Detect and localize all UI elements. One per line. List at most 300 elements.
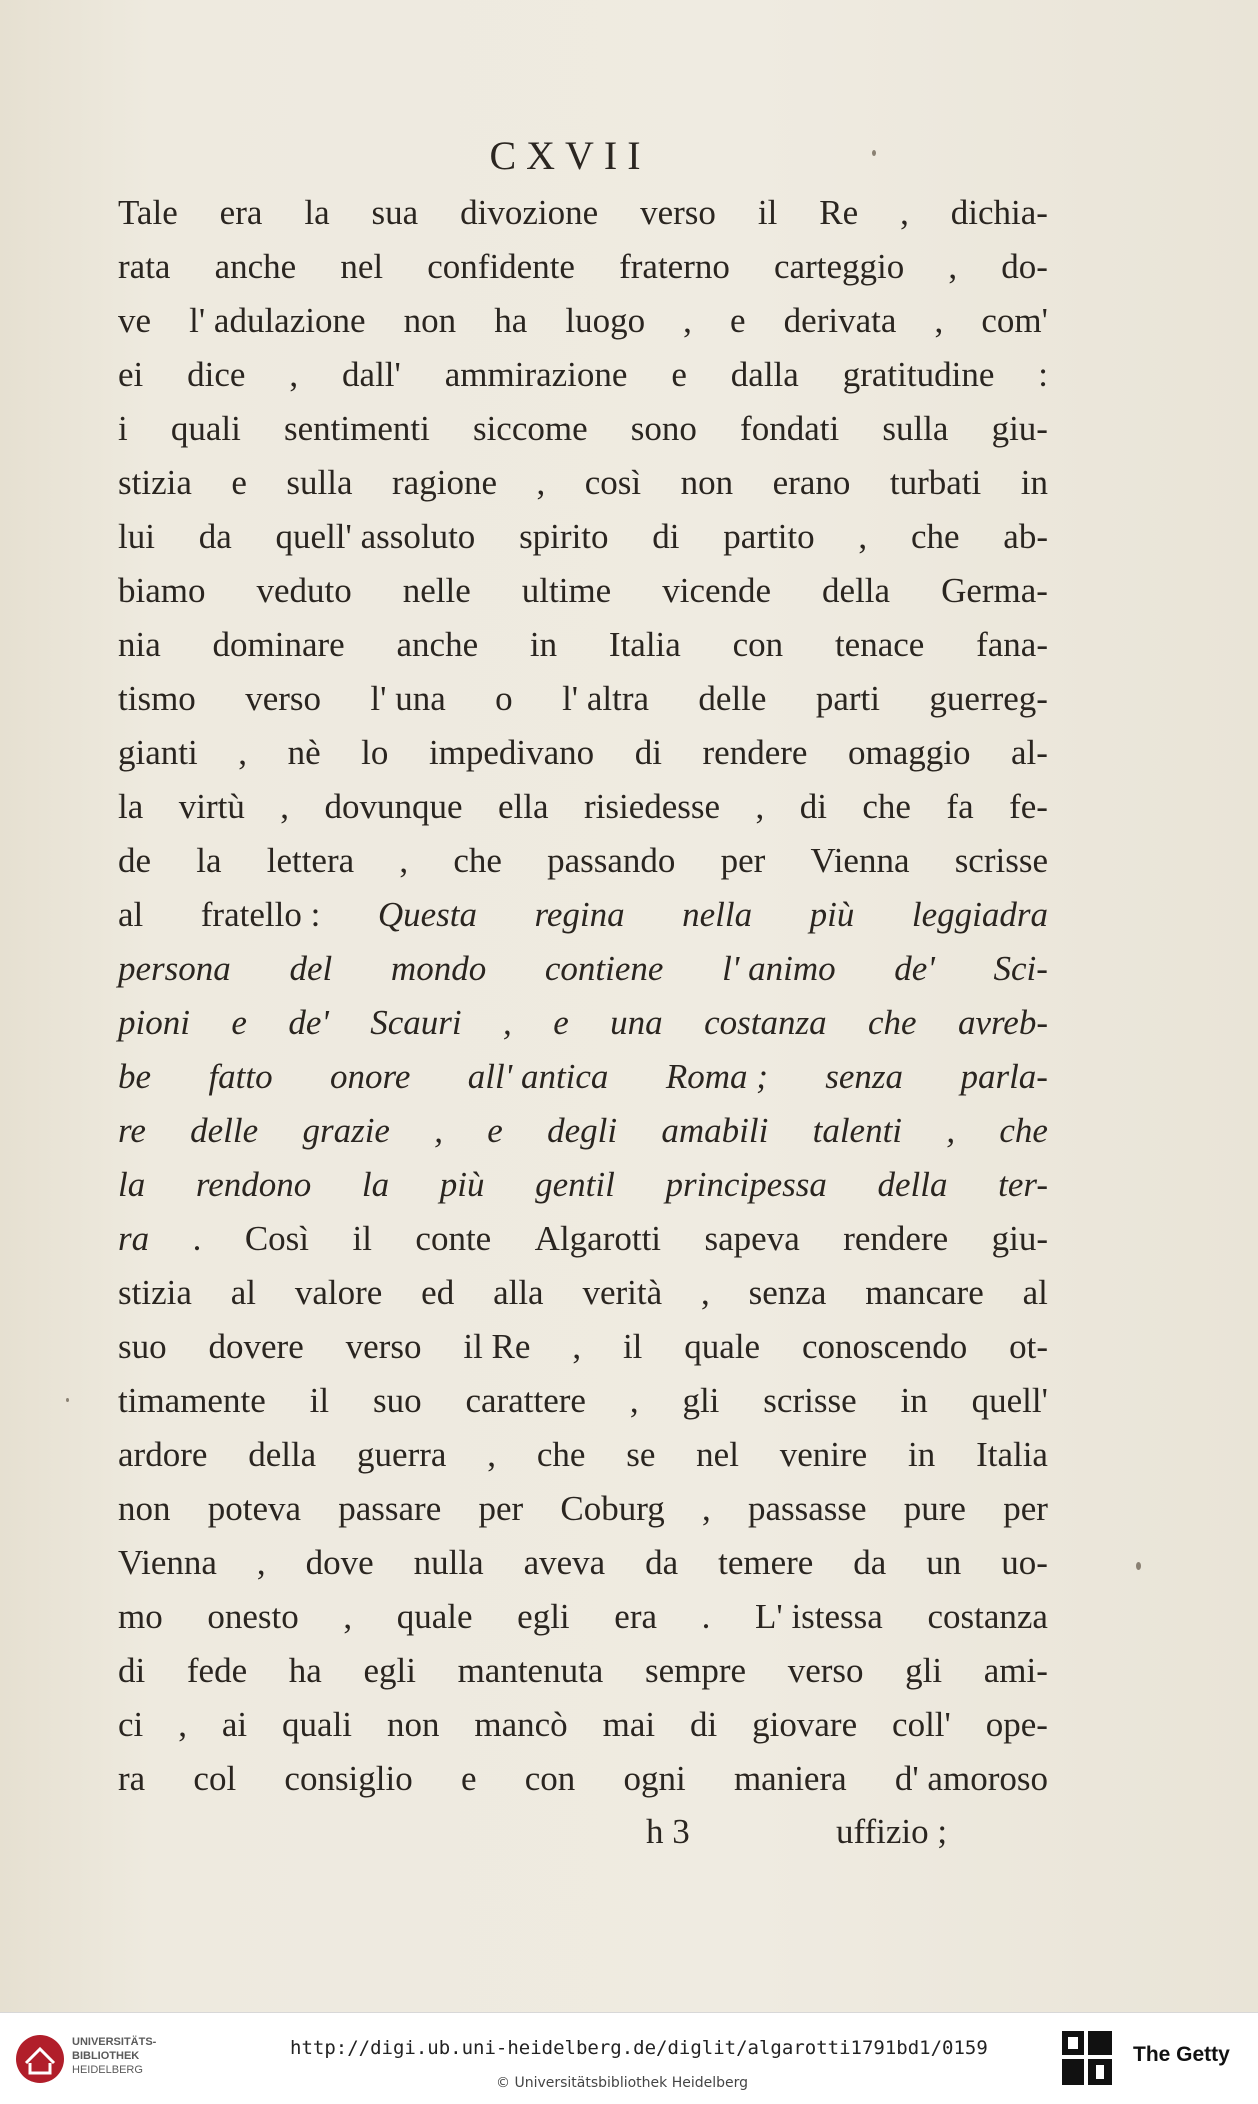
word: di [799, 787, 827, 826]
getty-partner-name: The Getty [1133, 2043, 1230, 2066]
word: d' amoroso [894, 1759, 1048, 1798]
word: be [118, 1057, 152, 1096]
word: Vienna [118, 1543, 217, 1582]
word: stizia [118, 463, 192, 502]
permalink-url[interactable]: http://digi.ub.uni-heidelberg.de/diglit/algarotti1791bd1/0159 [290, 2037, 988, 2059]
word: ammirazione [444, 355, 628, 394]
word: ra [118, 1219, 150, 1258]
word: nella [682, 895, 753, 934]
text-line [118, 888, 1048, 942]
word: Scauri [370, 1003, 462, 1042]
word: biamo [118, 571, 206, 610]
word: il [352, 1219, 372, 1258]
word: Questa [377, 895, 477, 934]
word: do- [1001, 247, 1048, 286]
word: partito [723, 517, 815, 556]
word: alla [493, 1273, 544, 1312]
word: non [680, 463, 734, 502]
text-line [118, 618, 1048, 672]
word: avreb- [957, 1003, 1048, 1042]
word: . [701, 1597, 711, 1636]
word: dice [187, 355, 246, 394]
word: spirito [519, 517, 609, 556]
word: , [948, 247, 958, 286]
word: , [946, 1111, 956, 1150]
paper-speck [872, 150, 876, 156]
word: gentil [535, 1165, 615, 1204]
word: mondo [390, 949, 487, 988]
word: e [231, 1003, 247, 1042]
word: conoscendo [801, 1327, 968, 1366]
word: sentimenti [284, 409, 430, 448]
word: ope- [985, 1705, 1048, 1744]
word: impedivano [428, 733, 595, 772]
word: non [403, 301, 457, 340]
catchword: uffizio ; [836, 1812, 948, 1851]
word: fa [946, 787, 974, 826]
word: tismo [118, 679, 196, 718]
word: ha [494, 301, 528, 340]
paper-speck [1136, 1562, 1141, 1570]
word: fede [186, 1651, 248, 1690]
word: erano [772, 463, 851, 502]
getty-logo-icon [1060, 2029, 1114, 2087]
word: regina [534, 895, 625, 934]
word: , [683, 301, 692, 340]
word: ra [118, 1759, 146, 1798]
word: rendere [702, 733, 808, 772]
word: senza [748, 1273, 827, 1312]
text-line [118, 510, 1048, 564]
word: al [118, 895, 144, 934]
word: parti [815, 679, 880, 718]
word: sulla [286, 463, 353, 502]
word: la [361, 1165, 390, 1204]
word: fe- [1009, 787, 1048, 826]
word: Italia [976, 1435, 1048, 1474]
text-line [118, 942, 1048, 996]
text-line [118, 402, 1048, 456]
text-line [118, 1320, 1048, 1374]
word: verso [245, 679, 322, 718]
word: che [536, 1435, 586, 1474]
text-line [118, 348, 1048, 402]
word: passando [547, 841, 676, 880]
text-line [118, 240, 1048, 294]
word: non [386, 1705, 440, 1744]
word: omaggio [847, 733, 971, 772]
viewer-footer [0, 2012, 1258, 2104]
word: senza [825, 1057, 904, 1096]
word: da [853, 1543, 887, 1582]
word: nel [696, 1435, 739, 1474]
text-line [118, 186, 1048, 240]
word: lui [118, 517, 155, 556]
text-line [118, 1536, 1048, 1590]
text-line [118, 456, 1048, 510]
word: lettera [266, 841, 355, 880]
word: se [626, 1435, 656, 1474]
word: risiedesse [583, 787, 721, 826]
word: della [822, 571, 891, 610]
word: divozione [460, 193, 599, 232]
word: , [280, 787, 290, 826]
word: fraterno [619, 247, 730, 286]
word: non [118, 1489, 171, 1528]
word: parla- [960, 1057, 1048, 1096]
word: suo [372, 1381, 422, 1420]
word: era [614, 1597, 658, 1636]
word: quell' [971, 1381, 1048, 1420]
word: uo- [1001, 1543, 1048, 1582]
word: anche [396, 625, 479, 664]
word: ella [497, 787, 549, 826]
word: la [118, 787, 144, 826]
word: con [524, 1759, 576, 1798]
word: il [757, 193, 778, 232]
word: Roma ; [665, 1057, 768, 1096]
word: delle [698, 679, 767, 718]
word: carteggio [774, 247, 905, 286]
word: quali [282, 1705, 353, 1744]
word: ha [288, 1651, 322, 1690]
word: aveva [523, 1543, 606, 1582]
word: e [730, 301, 746, 340]
word: lo [361, 733, 389, 772]
university-library-logo-icon [14, 2033, 66, 2085]
word: principessa [665, 1165, 827, 1204]
word: , [238, 733, 248, 772]
word: consiglio [284, 1759, 413, 1798]
word: , [487, 1435, 496, 1474]
word: suo [118, 1327, 167, 1366]
word: Così [244, 1219, 310, 1258]
word: fondati [740, 409, 840, 448]
text-line [118, 726, 1048, 780]
word: , [572, 1327, 582, 1366]
word: , [178, 1705, 187, 1744]
word: degli [547, 1111, 618, 1150]
word: la [196, 841, 222, 880]
word: della [877, 1165, 948, 1204]
word: costanza [704, 1003, 827, 1042]
word: , [629, 1381, 639, 1420]
word: sono [630, 409, 697, 448]
word: e [487, 1111, 503, 1150]
word: dalla [730, 355, 799, 394]
word: ami- [983, 1651, 1048, 1690]
text-line [118, 564, 1048, 618]
paper-speck [66, 1398, 69, 1402]
word: l' animo [722, 949, 836, 988]
word: ot- [1009, 1327, 1048, 1366]
word: della [248, 1435, 317, 1474]
word: giovare [752, 1705, 858, 1744]
word: derivata [783, 301, 897, 340]
word: quale [684, 1327, 761, 1366]
text-line [118, 1590, 1048, 1644]
word: l' una [370, 679, 446, 718]
word: giu- [991, 1219, 1048, 1258]
word: , [858, 517, 868, 556]
word: che [910, 517, 960, 556]
word: siccome [472, 409, 588, 448]
word: e [671, 355, 687, 394]
word: quale [396, 1597, 473, 1636]
word: fana- [976, 625, 1048, 664]
text-line [118, 1212, 1048, 1266]
word: verità [582, 1273, 663, 1312]
word: verso [345, 1327, 422, 1366]
word: talenti [812, 1111, 903, 1150]
word: l' altra [562, 679, 650, 718]
word: quali [170, 409, 241, 448]
word: di [690, 1705, 718, 1744]
word: che [453, 841, 502, 880]
word: turbati [889, 463, 982, 502]
text-line [118, 1698, 1048, 1752]
word: e [460, 1759, 477, 1798]
text-line [118, 672, 1048, 726]
word: com' [981, 301, 1048, 340]
word: , [434, 1111, 443, 1150]
word: : [1038, 355, 1048, 394]
university-library-name: UNIVERSITÄTS- BIBLIOTHEK HEIDELBERG [72, 2036, 157, 2076]
page-footer-line [118, 1805, 1048, 1859]
text-line [118, 1428, 1048, 1482]
word: sua [371, 193, 419, 232]
word: per [478, 1489, 524, 1528]
word: passasse [747, 1489, 867, 1528]
word: ardore [118, 1435, 208, 1474]
word: al [230, 1273, 256, 1312]
word: , [701, 1489, 711, 1528]
word: verso [787, 1651, 864, 1690]
word: dove [305, 1543, 374, 1582]
word: de [118, 841, 152, 880]
word: col [193, 1759, 237, 1798]
word: ab- [1003, 517, 1048, 556]
word: nè [287, 733, 321, 772]
word: virtù [178, 787, 245, 826]
word: un [926, 1543, 962, 1582]
word: , [900, 193, 909, 232]
word: veduto [256, 571, 352, 610]
word: fratello : [200, 895, 321, 934]
word: Sci- [993, 949, 1048, 988]
word: coll' [892, 1705, 951, 1744]
word: i [118, 409, 128, 448]
word: contiene [544, 949, 664, 988]
word: mancare [865, 1273, 984, 1312]
word: così [584, 463, 642, 502]
word: che [867, 1003, 917, 1042]
text-line [118, 1374, 1048, 1428]
word: pure [903, 1489, 966, 1528]
word: scrisse [954, 841, 1048, 880]
word: verso [640, 193, 716, 232]
word: , [934, 301, 944, 340]
word: Re [819, 193, 859, 232]
word: ci [118, 1705, 144, 1744]
page-number-heading: CXVII [489, 133, 651, 178]
word: delle [190, 1111, 259, 1150]
word: pioni [118, 1003, 190, 1042]
word: in [900, 1381, 928, 1420]
word: ragione [392, 463, 497, 502]
word: giu- [991, 409, 1048, 448]
word: la [118, 1165, 146, 1204]
word: di [118, 1651, 146, 1690]
word: Vienna [810, 841, 910, 880]
word: che [862, 787, 911, 826]
word: passare [338, 1489, 442, 1528]
word: e [553, 1003, 569, 1042]
word: Coburg [560, 1489, 665, 1528]
word: onesto [207, 1597, 299, 1636]
word: leggiadra [911, 895, 1048, 934]
word: al- [1011, 733, 1048, 772]
word: , [289, 355, 299, 394]
word: poteva [207, 1489, 302, 1528]
word: temere [718, 1543, 814, 1582]
word: la [304, 193, 330, 232]
word: vicende [662, 571, 772, 610]
word: . [192, 1219, 202, 1258]
word: del [289, 949, 333, 988]
word: da [645, 1543, 679, 1582]
word: grazie [302, 1111, 390, 1150]
word: guerra [357, 1435, 447, 1474]
text-line [118, 834, 1048, 888]
word: Germa- [941, 571, 1048, 610]
word: tenace [834, 625, 925, 664]
word: stizia [118, 1273, 192, 1312]
copyright-notice: © Universitätsbibliothek Heidelberg [496, 2075, 749, 2091]
word: maniera [733, 1759, 847, 1798]
body-text [118, 186, 1048, 1806]
text-line [118, 1266, 1048, 1320]
word: persona [118, 949, 231, 988]
word: in [908, 1435, 936, 1474]
word: ultime [521, 571, 612, 610]
word: il Re [463, 1327, 531, 1366]
word: era [219, 193, 263, 232]
word: de' [894, 949, 935, 988]
word: anche [214, 247, 297, 286]
word: venire [779, 1435, 868, 1474]
word: scrisse [763, 1381, 857, 1420]
word: dovere [208, 1327, 304, 1366]
word: l' adulazione [189, 301, 366, 340]
word: di [652, 517, 680, 556]
word: di [634, 733, 662, 772]
signature-mark: h 3 [646, 1812, 690, 1851]
word: re [118, 1111, 146, 1150]
word: mancò [474, 1705, 568, 1744]
word: più [439, 1165, 485, 1204]
word: mo [118, 1597, 163, 1636]
text-line [118, 1482, 1048, 1536]
word: e [231, 463, 247, 502]
word: sulla [882, 409, 949, 448]
word: gianti [118, 733, 198, 772]
word: onore [330, 1057, 411, 1096]
word: , [256, 1543, 266, 1582]
word: rendono [195, 1165, 312, 1204]
text-line [118, 1050, 1048, 1104]
word: ogni [623, 1759, 686, 1798]
text-line [118, 294, 1048, 348]
word: che [999, 1111, 1048, 1150]
word: in [1020, 463, 1048, 502]
word: , [755, 787, 765, 826]
word: confidente [427, 247, 575, 286]
word: una [610, 1003, 663, 1042]
text-line [118, 780, 1048, 834]
word: Tale [118, 193, 178, 232]
text-line [118, 1644, 1048, 1698]
word: rendere [843, 1219, 949, 1258]
word: rata [118, 247, 171, 286]
word: fatto [208, 1057, 273, 1096]
text-line [118, 1104, 1048, 1158]
word: nulla [413, 1543, 484, 1582]
word: gli [905, 1651, 943, 1690]
word: all' antica [467, 1057, 609, 1096]
word: Algarotti [534, 1219, 662, 1258]
word: per [720, 841, 766, 880]
word: dominare [212, 625, 345, 664]
word: carattere [465, 1381, 586, 1420]
word: ve [118, 301, 152, 340]
word: luogo [565, 301, 646, 340]
word: egli [517, 1597, 570, 1636]
word: mai [602, 1705, 656, 1744]
word: valore [294, 1273, 383, 1312]
word: timamente [118, 1381, 266, 1420]
word: ai [221, 1705, 248, 1744]
word: nia [118, 625, 161, 664]
word: de' [288, 1003, 329, 1042]
word: più [809, 895, 855, 934]
word: mantenuta [457, 1651, 604, 1690]
word: sempre [644, 1651, 747, 1690]
word: al [1022, 1273, 1048, 1312]
word: dall' [342, 355, 401, 394]
word: gli [682, 1381, 720, 1420]
word: nelle [402, 571, 471, 610]
text-line [118, 996, 1048, 1050]
word: ei [118, 355, 144, 394]
word: guerreg- [929, 679, 1048, 718]
word: o [495, 679, 513, 718]
word: il [622, 1327, 643, 1366]
word: egli [363, 1651, 416, 1690]
word: da [198, 517, 232, 556]
word: in [529, 625, 558, 664]
word: per [1003, 1489, 1048, 1528]
word: conte [415, 1219, 492, 1258]
word: , [503, 1003, 512, 1042]
word: ter- [998, 1165, 1048, 1204]
word: , [536, 463, 546, 502]
text-line [118, 1158, 1048, 1212]
text-line [118, 1752, 1048, 1806]
word: sapeva [704, 1219, 800, 1258]
word: L' istessa [755, 1597, 883, 1636]
word: ed [421, 1273, 455, 1312]
